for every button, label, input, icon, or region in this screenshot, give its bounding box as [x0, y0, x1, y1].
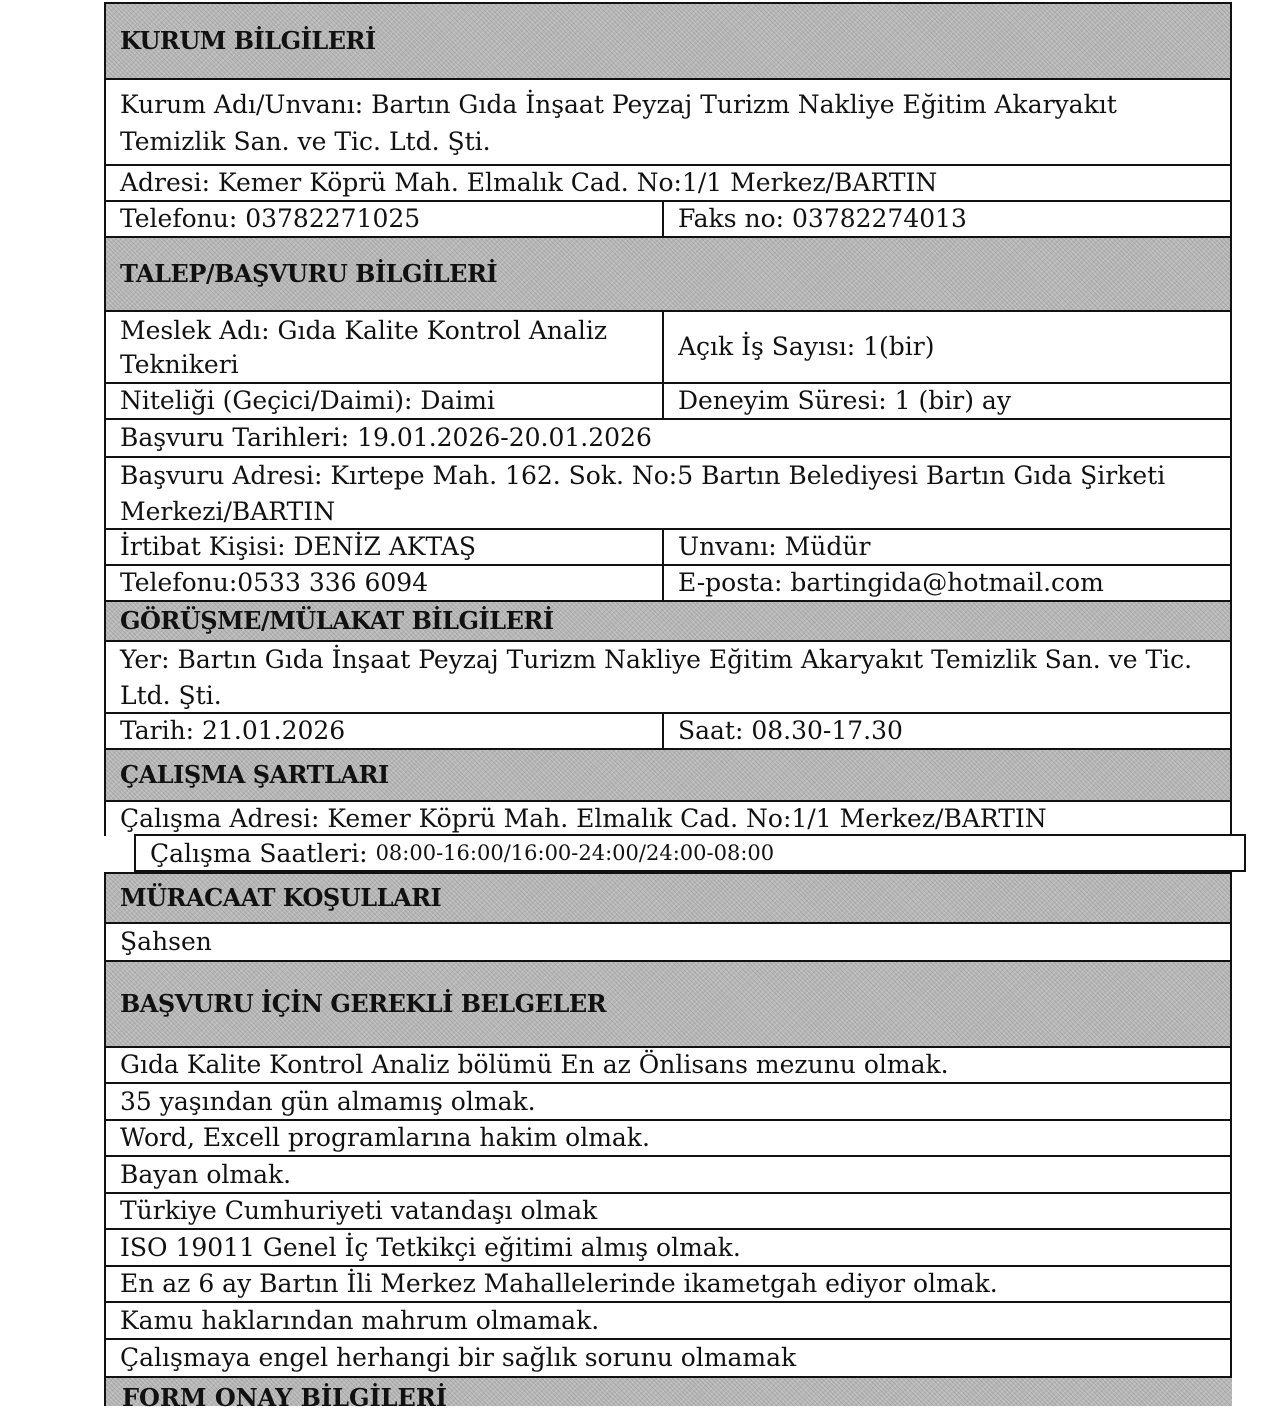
kurum-name-row: [104, 78, 1232, 164]
contact-title: Unvanı: Müdür: [662, 530, 1230, 564]
requirement-text: Kamu haklarından mahrum olmamak.: [120, 1305, 600, 1335]
section-header-belgeler: [104, 960, 1232, 1046]
requirement-row: [104, 1119, 1232, 1155]
interview-date: Tarih: 21.01.2026: [120, 716, 346, 745]
requirement-row: [104, 1082, 1232, 1119]
requirement-text: Bayan olmak.: [120, 1159, 292, 1189]
talep-dates-row: [104, 418, 1232, 456]
experience-duration: Deneyim Süresi: 1 (bir) ay: [662, 384, 1230, 418]
section-header-kurum: [104, 2, 1232, 78]
section-title: KURUM BİLGİLERİ: [120, 26, 376, 55]
kurum-contact-row: [104, 200, 1232, 236]
open-positions: Açık İş Sayısı: 1(bir): [662, 312, 1230, 382]
section-header-gorusme: [104, 600, 1232, 640]
section-title: BAŞVURU İÇİN GEREKLİ BELGELER: [120, 989, 607, 1018]
contact-email[interactable]: E-posta: bartingida@hotmail.com: [662, 566, 1230, 600]
kurum-phone: Telefonu: 03782271025: [120, 204, 421, 233]
contact-phone: Telefonu:0533 336 6094: [120, 568, 429, 597]
talep-nature-row: [104, 382, 1232, 418]
application-address: Başvuru Adresi: Kırtepe Mah. 162. Sok. No:5 Bartın Belediyesi Bartın Gıda Şirketi Merkezi/BARTIN: [120, 461, 1166, 526]
work-hours-value: 08:00-16:00/16:00-24:00/24:00-08:00: [375, 841, 775, 865]
requirement-row: [104, 1301, 1232, 1338]
requirement-row: [104, 1155, 1232, 1192]
talep-contact-row: [104, 528, 1232, 564]
section-title: GÖRÜŞME/MÜLAKAT BİLGİLERİ: [120, 606, 554, 635]
contact-person: İrtibat Kişisi: DENİZ AKTAŞ: [120, 532, 477, 561]
section-header-muracaat: [104, 872, 1232, 922]
requirement-text: En az 6 ay Bartın İli Merkez Mahallelerinde ikametgah ediyor olmak.: [120, 1269, 998, 1298]
talep-address-row: [104, 456, 1232, 528]
work-hours-row: [134, 834, 1246, 872]
section-title: MÜRACAAT KOŞULLARI: [120, 883, 442, 912]
section-title: ÇALIŞMA ŞARTLARI: [120, 760, 389, 789]
job-nature: Niteliği (Geçici/Daimi): Daimi: [120, 386, 495, 415]
requirement-text: Word, Excell programlarına hakim olmak.: [120, 1123, 650, 1152]
requirement-row: [104, 1265, 1232, 1301]
work-address: Çalışma Adresi: Kemer Köprü Mah. Elmalık Cad. No:1/1 Merkez/BARTIN: [120, 804, 1047, 833]
application-method: Şahsen: [120, 927, 212, 956]
kurum-name: Kurum Adı/Unvanı: Bartın Gıda İnşaat Peyzaj Turizm Nakliye Eğitim Akaryakıt Temizlik San. ve Tic. Ltd. Şti.: [120, 90, 1117, 156]
requirement-row: [104, 1338, 1232, 1376]
requirement-text: Türkiye Cumhuriyeti vatandaşı olmak: [120, 1196, 598, 1225]
work-hours-label: Çalışma Saatleri:: [150, 838, 368, 868]
job-name: Meslek Adı: Gıda Kalite Kontrol Analiz Teknikeri: [120, 316, 608, 379]
section-title: TALEP/BAŞVURU BİLGİLERİ: [120, 259, 498, 288]
requirement-text: Çalışmaya engel herhangi bir sağlık sorunu olmamak: [120, 1343, 797, 1372]
talep-job-row: [104, 310, 1232, 382]
interview-time: Saat: 08.30-17.30: [662, 714, 1230, 748]
section-header-form-onay: [104, 1376, 1232, 1412]
requirement-row: [104, 1192, 1232, 1228]
requirement-row: [104, 1228, 1232, 1265]
interview-place: Yer: Bartın Gıda İnşaat Peyzaj Turizm Nakliye Eğitim Akaryakıt Temizlik San. ve Tic. Ltd. Şti.: [120, 645, 1193, 710]
calisma-address-row: [104, 800, 1232, 836]
gorusme-datetime-row: [104, 712, 1232, 748]
gorusme-place-row: [104, 640, 1232, 712]
section-header-talep: [104, 236, 1232, 310]
requirement-text: Gıda Kalite Kontrol Analiz bölümü En az Önlisans mezunu olmak.: [120, 1050, 949, 1079]
section-header-calisma: [104, 748, 1232, 800]
section-title: FORM ONAY BİLGİLERİ: [122, 1383, 448, 1412]
application-dates: Başvuru Tarihleri: 19.01.2026-20.01.2026: [120, 423, 652, 452]
kurum-fax: Faks no: 03782274013: [662, 202, 1230, 236]
talep-phone-row: [104, 564, 1232, 600]
kurum-address: Adresi: Kemer Köprü Mah. Elmalık Cad. No:1/1 Merkez/BARTIN: [120, 168, 938, 197]
requirement-text: ISO 19011 Genel İç Tetkikçi eğitimi almış olmak.: [120, 1232, 741, 1262]
muracaat-row: [104, 922, 1232, 960]
kurum-address-row: [104, 164, 1232, 200]
requirement-text: 35 yaşından gün almamış olmak.: [120, 1086, 536, 1116]
requirement-row: [104, 1046, 1232, 1082]
